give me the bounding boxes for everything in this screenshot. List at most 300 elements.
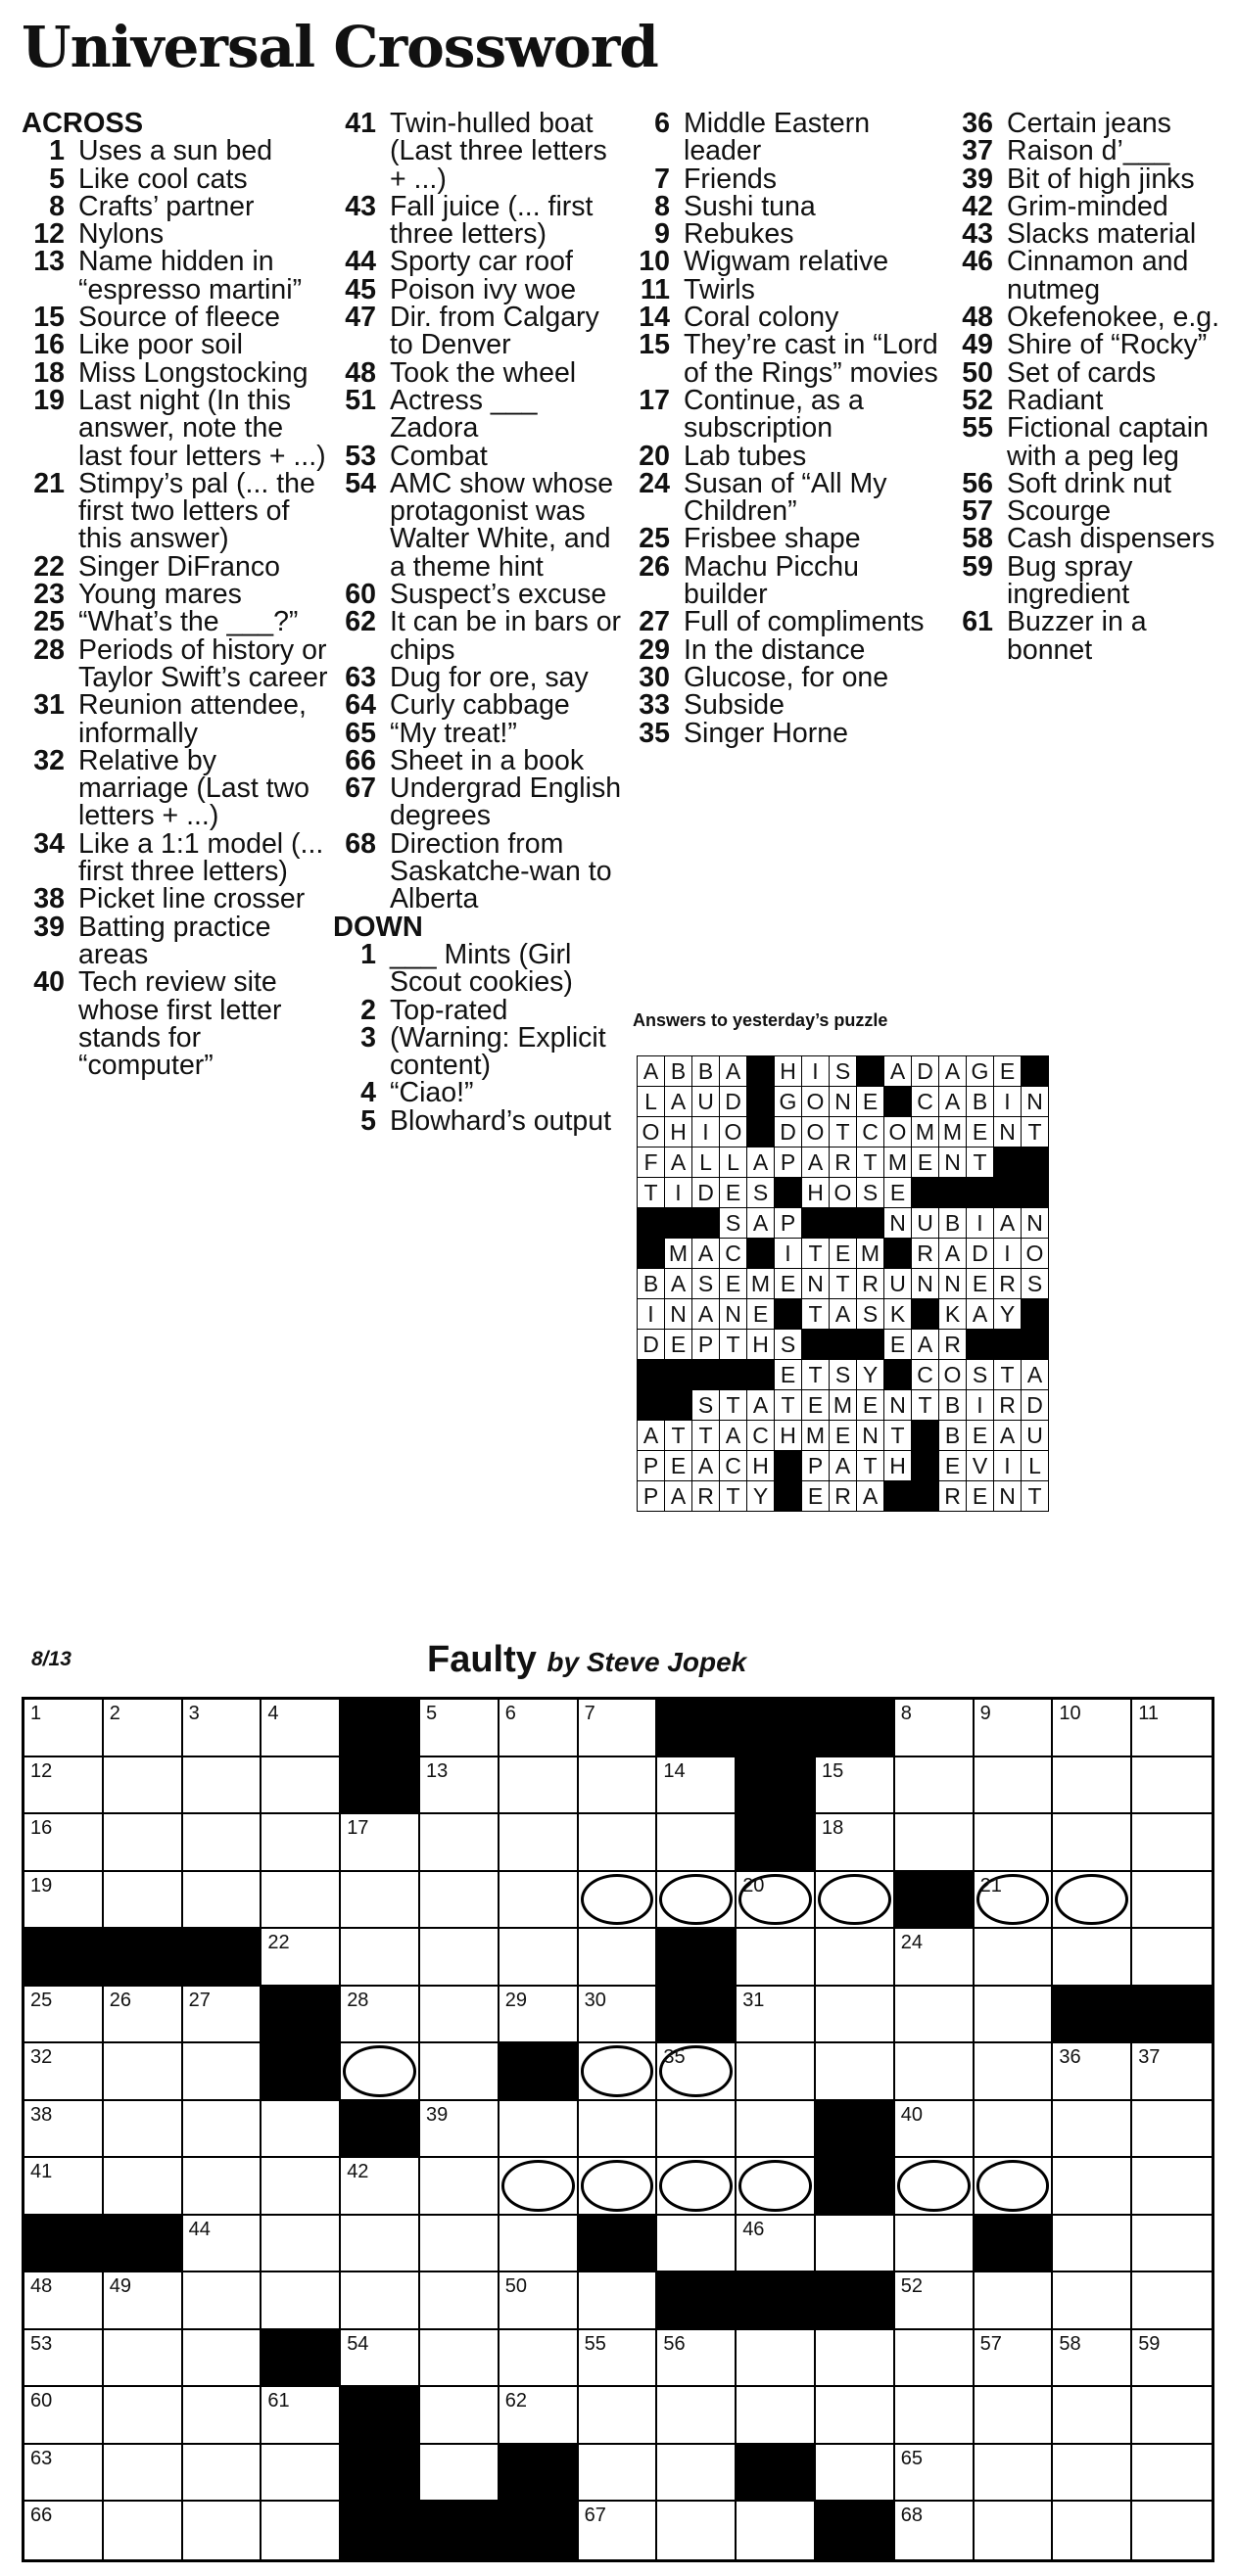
- down-clue-36[interactable]: [950, 110, 1234, 137]
- grid-cell[interactable]: [975, 1757, 1054, 1815]
- answer-letter: N: [665, 1299, 692, 1330]
- grid-cell[interactable]: [895, 1700, 975, 1757]
- grid-cell[interactable]: [895, 2387, 975, 2445]
- grid-cell[interactable]: [341, 2272, 420, 2330]
- grid-cell[interactable]: [500, 1929, 579, 1987]
- answer-letter: E: [967, 1269, 994, 1299]
- down-clue-20[interactable]: [627, 440, 950, 472]
- grid-cell[interactable]: [341, 2330, 420, 2388]
- answer-letter: A: [665, 1481, 692, 1512]
- grid-cell[interactable]: [341, 1987, 420, 2044]
- grid-cell[interactable]: [500, 1987, 579, 2044]
- grid-cell[interactable]: [975, 2330, 1054, 2388]
- grid-cell[interactable]: [262, 1700, 341, 1757]
- grid-cell[interactable]: [183, 1987, 262, 2044]
- down-clue-46[interactable]: [950, 248, 1234, 304]
- grid-cell[interactable]: [816, 2216, 895, 2273]
- down-clue-37[interactable]: [950, 135, 1234, 167]
- clue-text: Cash dispensers: [1007, 523, 1215, 555]
- grid-cell[interactable]: [104, 2158, 183, 2216]
- grid-cell[interactable]: [895, 1929, 975, 1987]
- grid-cell[interactable]: [895, 2445, 975, 2503]
- grid-cell[interactable]: [104, 2502, 183, 2559]
- down-clue-55[interactable]: [950, 414, 1234, 470]
- across-clue-28[interactable]: [22, 633, 333, 693]
- clue-number: 9: [654, 218, 670, 251]
- grid-cell[interactable]: [183, 2272, 262, 2330]
- grid-cell[interactable]: [500, 1814, 579, 1872]
- grid-cell[interactable]: [262, 2101, 341, 2159]
- grid-cell[interactable]: [1132, 2330, 1212, 2388]
- down-clue-17[interactable]: [627, 384, 950, 445]
- grid-cell[interactable]: [1132, 2445, 1212, 2503]
- clue-text: In the distance: [684, 633, 866, 666]
- grid-cell[interactable]: [104, 1700, 183, 1757]
- circled-grid-cell[interactable]: [816, 1872, 895, 1930]
- down-clue-14[interactable]: [627, 302, 950, 334]
- clue-text: Suspect’s excuse: [390, 579, 607, 611]
- answer-letter: A: [802, 1147, 830, 1178]
- grid-cell[interactable]: [262, 2158, 341, 2216]
- grid-cell[interactable]: [737, 2043, 816, 2101]
- grid-cell[interactable]: [341, 1872, 420, 1930]
- clue-text: Set of cards: [1007, 356, 1157, 389]
- grid-cell[interactable]: [1053, 2272, 1132, 2330]
- grid-cell[interactable]: [262, 2272, 341, 2330]
- grid-cell[interactable]: [104, 1872, 183, 1930]
- grid-cell[interactable]: [657, 2445, 737, 2503]
- grid-cell[interactable]: [975, 2043, 1054, 2101]
- down-clue-35[interactable]: [627, 717, 950, 749]
- grid-cell[interactable]: [24, 1814, 104, 1872]
- grid-cell[interactable]: [737, 1929, 816, 1987]
- grid-cell[interactable]: [975, 1814, 1054, 1872]
- clue-text: Slacks material: [1007, 218, 1197, 251]
- grid-cell[interactable]: [104, 1757, 183, 1815]
- grid-cell[interactable]: [1132, 2101, 1212, 2159]
- grid-cell[interactable]: [657, 2330, 737, 2388]
- grid-cell[interactable]: [1132, 1757, 1212, 1815]
- grid-cell[interactable]: [420, 2043, 500, 2101]
- grid-cell[interactable]: [975, 1700, 1054, 1757]
- grid-cell[interactable]: [262, 2502, 341, 2559]
- grid-cell[interactable]: [104, 1814, 183, 1872]
- grid-cell[interactable]: [1053, 1700, 1132, 1757]
- down-clue-5[interactable]: [333, 1104, 627, 1137]
- grid-cell[interactable]: [975, 2387, 1054, 2445]
- grid-cell[interactable]: [183, 2387, 262, 2445]
- grid-cell[interactable]: [657, 1814, 737, 1872]
- across-clue-8[interactable]: [22, 190, 333, 222]
- grid-cell[interactable]: [579, 2272, 658, 2330]
- crossword-grid[interactable]: [22, 1697, 1214, 2562]
- circled-grid-cell[interactable]: [341, 2043, 420, 2101]
- across-clue-18[interactable]: [22, 356, 333, 389]
- down-clue-42[interactable]: [950, 190, 1234, 222]
- grid-cell[interactable]: [500, 2101, 579, 2159]
- grid-cell[interactable]: [183, 2502, 262, 2559]
- circled-grid-cell[interactable]: [657, 2043, 737, 2101]
- down-clue-58[interactable]: [950, 523, 1234, 555]
- grid-cell[interactable]: [1132, 1814, 1212, 1872]
- across-clue-15[interactable]: [22, 302, 333, 334]
- grid-cell[interactable]: [500, 1757, 579, 1815]
- grid-cell[interactable]: [420, 1929, 500, 1987]
- black-square: [262, 1987, 341, 2044]
- clue-text: Relative by marriage (Last two letters + ...): [78, 744, 310, 832]
- across-clue-45[interactable]: [333, 273, 627, 305]
- grid-cell[interactable]: [1132, 2272, 1212, 2330]
- grid-cell[interactable]: [341, 2158, 420, 2216]
- grid-cell[interactable]: [420, 2387, 500, 2445]
- grid-cell[interactable]: [262, 1929, 341, 1987]
- across-clue-64[interactable]: [333, 689, 627, 722]
- grid-cell[interactable]: [24, 1757, 104, 1815]
- across-clue-53[interactable]: [333, 440, 627, 472]
- down-clue-33[interactable]: [627, 689, 950, 722]
- grid-cell[interactable]: [579, 1814, 658, 1872]
- down-clue-50[interactable]: [950, 356, 1234, 389]
- down-clue-30[interactable]: [627, 661, 950, 693]
- across-clue-43[interactable]: [333, 190, 627, 251]
- clue-number: 56: [962, 467, 993, 499]
- clue-text: Uses a sun bed: [78, 135, 273, 167]
- across-clue-48[interactable]: [333, 356, 627, 389]
- across-clue-32[interactable]: [22, 744, 333, 832]
- across-clue-21[interactable]: [22, 467, 333, 555]
- grid-cell[interactable]: [104, 2330, 183, 2388]
- down-clue-15[interactable]: [627, 331, 950, 387]
- grid-cell[interactable]: [183, 2445, 262, 2503]
- answer-row: [638, 1299, 1049, 1330]
- grid-cell[interactable]: [737, 2502, 816, 2559]
- grid-cell[interactable]: [1053, 2445, 1132, 2503]
- circled-grid-cell[interactable]: [500, 2158, 579, 2216]
- circled-grid-cell[interactable]: [657, 2158, 737, 2216]
- answer-letter: E: [967, 1117, 994, 1147]
- answer-letter: M: [665, 1239, 692, 1269]
- grid-cell[interactable]: [183, 1757, 262, 1815]
- grid-cell[interactable]: [816, 1814, 895, 1872]
- grid-cell[interactable]: [420, 2158, 500, 2216]
- grid-cell[interactable]: [816, 2387, 895, 2445]
- circled-grid-cell[interactable]: [579, 2158, 658, 2216]
- across-clue-67[interactable]: [333, 774, 627, 830]
- grid-cell[interactable]: [262, 1872, 341, 1930]
- grid-cell[interactable]: [420, 2216, 500, 2273]
- grid-cell[interactable]: [104, 2445, 183, 2503]
- down-clue-29[interactable]: [627, 633, 950, 666]
- grid-cell[interactable]: [183, 2330, 262, 2388]
- grid-cell[interactable]: [24, 2101, 104, 2159]
- grid-cell[interactable]: [816, 2330, 895, 2388]
- grid-cell[interactable]: [500, 1872, 579, 1930]
- grid-cell[interactable]: [816, 2043, 895, 2101]
- across-clue-51[interactable]: [333, 384, 627, 445]
- grid-cell[interactable]: [1132, 1929, 1212, 1987]
- answer-letter: T: [720, 1481, 747, 1512]
- grid-cell[interactable]: [262, 2387, 341, 2445]
- circled-grid-cell[interactable]: [975, 1872, 1054, 1930]
- down-clue-48[interactable]: [950, 302, 1234, 334]
- grid-cell[interactable]: [1053, 2330, 1132, 2388]
- grid-cell[interactable]: [816, 2445, 895, 2503]
- grid-cell[interactable]: [737, 2330, 816, 2388]
- down-clue-61[interactable]: [950, 608, 1234, 664]
- grid-cell[interactable]: [183, 2216, 262, 2273]
- grid-cell[interactable]: [1132, 2502, 1212, 2559]
- grid-cell[interactable]: [737, 2387, 816, 2445]
- across-clue-62[interactable]: [333, 608, 627, 664]
- grid-cell[interactable]: [24, 1700, 104, 1757]
- grid-cell[interactable]: [183, 1700, 262, 1757]
- grid-cell[interactable]: [579, 2387, 658, 2445]
- grid-cell[interactable]: [975, 1929, 1054, 1987]
- grid-cell[interactable]: [579, 2445, 658, 2503]
- across-clue-41[interactable]: [333, 110, 627, 193]
- grid-cell[interactable]: [341, 1814, 420, 1872]
- grid-cell[interactable]: [895, 2502, 975, 2559]
- circled-grid-cell[interactable]: [579, 2043, 658, 2101]
- down-clue-59[interactable]: [950, 550, 1234, 611]
- grid-cell[interactable]: [1053, 1757, 1132, 1815]
- answer-letter: T: [857, 1451, 884, 1481]
- grid-cell[interactable]: [975, 1987, 1054, 2044]
- circled-grid-cell[interactable]: [657, 1872, 737, 1930]
- grid-cell[interactable]: [24, 2445, 104, 2503]
- grid-cell[interactable]: [420, 1757, 500, 1815]
- grid-cell[interactable]: [1053, 2387, 1132, 2445]
- answer-letter: L: [692, 1147, 720, 1178]
- down-clue-10[interactable]: [627, 246, 950, 278]
- grid-cell[interactable]: [657, 2101, 737, 2159]
- grid-cell[interactable]: [579, 2101, 658, 2159]
- clue-number: 28: [33, 633, 65, 666]
- grid-cell[interactable]: [579, 1987, 658, 2044]
- grid-cell[interactable]: [1053, 2158, 1132, 2216]
- grid-cell[interactable]: [816, 1757, 895, 1815]
- grid-cell[interactable]: [579, 1757, 658, 1815]
- grid-cell[interactable]: [420, 2330, 500, 2388]
- down-clue-43[interactable]: [950, 218, 1234, 251]
- clue-text: Sheet in a book: [390, 744, 585, 776]
- grid-cell[interactable]: [895, 2043, 975, 2101]
- across-clue-1[interactable]: [22, 135, 333, 167]
- down-clue-1[interactable]: [333, 938, 627, 999]
- across-clue-65[interactable]: [333, 717, 627, 749]
- grid-cell[interactable]: [816, 1987, 895, 2044]
- grid-cell[interactable]: [1053, 1814, 1132, 1872]
- grid-cell[interactable]: [183, 2043, 262, 2101]
- grid-cell[interactable]: [1132, 2158, 1212, 2216]
- grid-cell[interactable]: [104, 2387, 183, 2445]
- circled-grid-cell[interactable]: [975, 2158, 1054, 2216]
- cell-number: 58: [1059, 2332, 1081, 2355]
- grid-cell[interactable]: [104, 1987, 183, 2044]
- down-clue-24[interactable]: [627, 467, 950, 528]
- answer-letter: H: [884, 1451, 912, 1481]
- down-clue-57[interactable]: [950, 495, 1234, 528]
- across-clue-68[interactable]: [333, 827, 627, 915]
- grid-cell[interactable]: [262, 2445, 341, 2503]
- black-square: [816, 2101, 895, 2159]
- across-clue-40[interactable]: [22, 966, 333, 1082]
- grid-cell[interactable]: [895, 2330, 975, 2388]
- across-clue-5[interactable]: [22, 165, 333, 193]
- across-clue-13[interactable]: [22, 248, 333, 304]
- grid-cell[interactable]: [183, 1872, 262, 1930]
- grid-cell[interactable]: [24, 2272, 104, 2330]
- grid-cell[interactable]: [24, 2330, 104, 2388]
- grid-cell[interactable]: [420, 1814, 500, 1872]
- across-clue-22[interactable]: [22, 550, 333, 583]
- circled-grid-cell[interactable]: [1053, 1872, 1132, 1930]
- answer-letter: C: [747, 1421, 775, 1451]
- grid-cell[interactable]: [1132, 2043, 1212, 2101]
- grid-cell[interactable]: [1132, 1872, 1212, 1930]
- grid-cell[interactable]: [500, 2216, 579, 2273]
- grid-cell[interactable]: [420, 1700, 500, 1757]
- across-clue-16[interactable]: [22, 329, 333, 361]
- grid-cell[interactable]: [895, 1987, 975, 2044]
- cell-number: 35: [663, 2046, 686, 2069]
- grid-cell[interactable]: [183, 2158, 262, 2216]
- grid-cell[interactable]: [1053, 1929, 1132, 1987]
- circled-grid-cell[interactable]: [737, 2158, 816, 2216]
- grid-cell[interactable]: [1053, 2043, 1132, 2101]
- clue-text: Combat: [390, 440, 488, 472]
- down-clue-11[interactable]: [627, 273, 950, 305]
- grid-cell[interactable]: [895, 1757, 975, 1815]
- grid-cell[interactable]: [579, 2330, 658, 2388]
- grid-cell[interactable]: [500, 2387, 579, 2445]
- across-clue-38[interactable]: [22, 885, 333, 913]
- across-clue-63[interactable]: [333, 661, 627, 693]
- across-clue-12[interactable]: [22, 218, 333, 251]
- down-clue-26[interactable]: [627, 550, 950, 611]
- grid-cell[interactable]: [24, 2387, 104, 2445]
- down-clue-52[interactable]: [950, 384, 1234, 416]
- across-clue-47[interactable]: [333, 304, 627, 359]
- grid-cell[interactable]: [104, 2043, 183, 2101]
- grid-cell[interactable]: [895, 2216, 975, 2273]
- across-clue-19[interactable]: [22, 384, 333, 472]
- down-clue-49[interactable]: [950, 329, 1234, 361]
- grid-cell[interactable]: [420, 1872, 500, 1930]
- grid-cell[interactable]: [24, 2158, 104, 2216]
- grid-cell[interactable]: [975, 2101, 1054, 2159]
- across-clue-39[interactable]: [22, 913, 333, 969]
- grid-cell[interactable]: [420, 2445, 500, 2503]
- across-clue-44[interactable]: [333, 246, 627, 278]
- down-clue-39[interactable]: [950, 165, 1234, 193]
- grid-cell[interactable]: [262, 2216, 341, 2273]
- down-clue-4[interactable]: [333, 1077, 627, 1109]
- grid-cell[interactable]: [341, 1929, 420, 1987]
- grid-cell[interactable]: [579, 1929, 658, 1987]
- grid-cell[interactable]: [104, 2101, 183, 2159]
- grid-cell[interactable]: [1053, 2216, 1132, 2273]
- across-clue-25[interactable]: [22, 606, 333, 638]
- grid-cell[interactable]: [816, 1929, 895, 1987]
- clue-number: 49: [962, 329, 993, 361]
- down-clue-56[interactable]: [950, 467, 1234, 499]
- grid-cell[interactable]: [895, 2101, 975, 2159]
- answer-row: [638, 1056, 1049, 1087]
- grid-cell[interactable]: [420, 1987, 500, 2044]
- grid-cell[interactable]: [183, 2101, 262, 2159]
- grid-cell[interactable]: [737, 2101, 816, 2159]
- grid-cell[interactable]: [500, 1700, 579, 1757]
- down-clue-8[interactable]: [627, 190, 950, 222]
- grid-cell[interactable]: [1132, 2387, 1212, 2445]
- grid-cell[interactable]: [500, 2272, 579, 2330]
- grid-cell[interactable]: [420, 2101, 500, 2159]
- across-clue-60[interactable]: [333, 579, 627, 611]
- grid-cell[interactable]: [737, 2216, 816, 2273]
- grid-cell[interactable]: [341, 2216, 420, 2273]
- grid-cell[interactable]: [24, 1987, 104, 2044]
- grid-cell[interactable]: [183, 1814, 262, 1872]
- puzzle-byline: by Steve Jopek: [547, 1647, 747, 1677]
- down-clue-7[interactable]: [627, 165, 950, 193]
- grid-cell[interactable]: [975, 2502, 1054, 2559]
- grid-cell[interactable]: [104, 2272, 183, 2330]
- grid-cell[interactable]: [500, 2330, 579, 2388]
- across-clue-23[interactable]: [22, 579, 333, 611]
- grid-cell[interactable]: [895, 2272, 975, 2330]
- across-clue-34[interactable]: [22, 827, 333, 888]
- across-clue-31[interactable]: [22, 691, 333, 747]
- grid-cell[interactable]: [262, 1757, 341, 1815]
- answer-row: [638, 1087, 1049, 1117]
- grid-cell[interactable]: [975, 2445, 1054, 2503]
- grid-cell[interactable]: [262, 1814, 341, 1872]
- grid-cell[interactable]: [895, 1814, 975, 1872]
- grid-cell[interactable]: [24, 1872, 104, 1930]
- grid-cell[interactable]: [1132, 2216, 1212, 2273]
- grid-cell[interactable]: [657, 2387, 737, 2445]
- across-clue-66[interactable]: [333, 744, 627, 776]
- down-clue-27[interactable]: [627, 606, 950, 638]
- circled-grid-cell[interactable]: [737, 1872, 816, 1930]
- grid-cell[interactable]: [657, 2502, 737, 2559]
- down-clue-9[interactable]: [627, 218, 950, 251]
- circled-grid-cell[interactable]: [579, 1872, 658, 1930]
- answer-letter: E: [802, 1390, 830, 1421]
- grid-cell[interactable]: [579, 1700, 658, 1757]
- grid-cell[interactable]: [657, 2216, 737, 2273]
- grid-cell[interactable]: [1132, 1700, 1212, 1757]
- down-clue-6[interactable]: [627, 110, 950, 165]
- down-clue-3[interactable]: [333, 1021, 627, 1082]
- grid-cell[interactable]: [1053, 2101, 1132, 2159]
- grid-cell[interactable]: [420, 2272, 500, 2330]
- across-clue-54[interactable]: [333, 467, 627, 583]
- answer-letter: S: [1022, 1269, 1049, 1299]
- grid-cell[interactable]: [737, 1987, 816, 2044]
- down-clue-25[interactable]: [627, 523, 950, 555]
- clue-text: Wigwam relative: [684, 246, 889, 278]
- grid-cell[interactable]: [24, 2043, 104, 2101]
- grid-cell[interactable]: [657, 1757, 737, 1815]
- grid-cell[interactable]: [24, 2502, 104, 2559]
- grid-cell[interactable]: [579, 2502, 658, 2559]
- grid-cell[interactable]: [1053, 2502, 1132, 2559]
- grid-cell[interactable]: [975, 2272, 1054, 2330]
- circled-grid-cell[interactable]: [895, 2158, 975, 2216]
- down-clue-2[interactable]: [333, 994, 627, 1026]
